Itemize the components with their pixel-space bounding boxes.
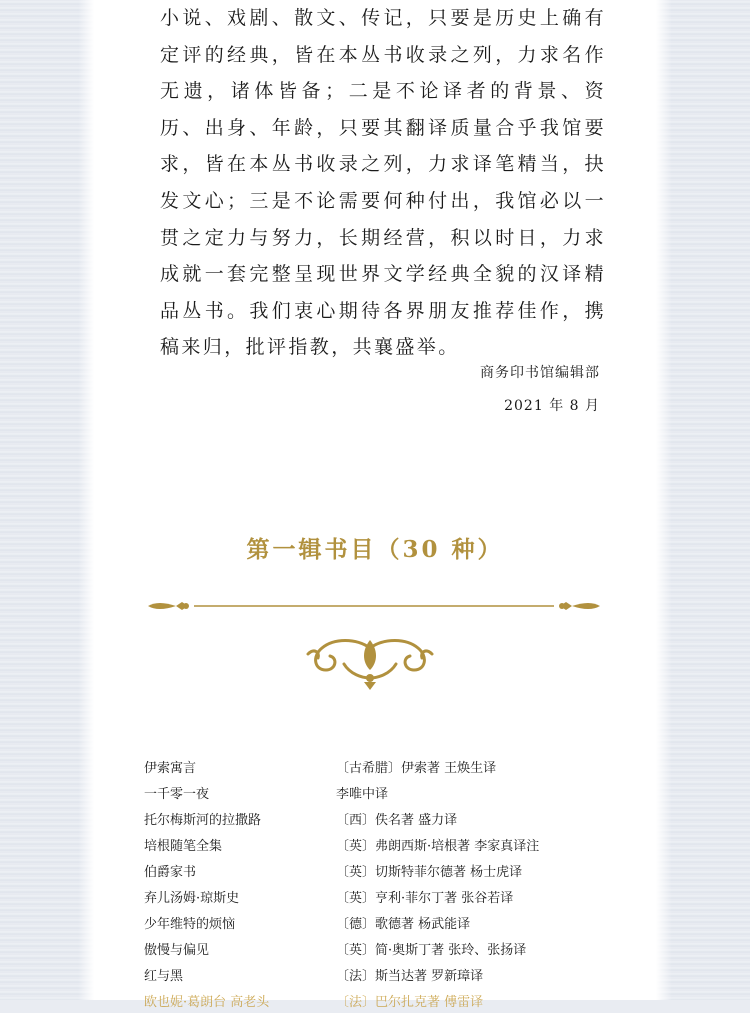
book-list — [144, 753, 614, 1013]
book-author: 〔英〕亨利·菲尔丁著 张谷若译 — [336, 890, 514, 906]
book-row — [144, 779, 614, 805]
book-title: 傲慢与偏见 — [144, 942, 210, 958]
book-row — [144, 909, 614, 935]
book-author: 〔英〕弗朗西斯·培根著 李家真译注 — [336, 838, 540, 854]
book-title: 少年维特的烦恼 — [144, 916, 236, 932]
book-row — [144, 883, 614, 909]
book-title: 伊索寓言 — [144, 760, 197, 776]
book-author: 李唯中译 — [336, 786, 389, 802]
preface-paragraph: 小说、戏剧、散文、传记，只要是历史上确有定评的经典，皆在本丛书收录之列，力求名作无遗，诸体皆备；二是不论译者的背景、资历、出身、年龄，只要其翻译质量合乎我馆要求，皆在本丛书收录之列，力求译笔精当，抉发文心；三是不论需要何种付出，我馆必以一贯之定力与努力，长期经营，积以时日，力求成就一套完整呈现世界文学经典全貌的汉译精品丛书。我们衷心期待各界朋友推荐佳作，携稿来归，批评指教，共襄盛举。 — [160, 7, 606, 359]
catalog-title: 第一辑书目（30 种） — [246, 536, 504, 563]
book-author: 〔法〕斯当达著 罗新璋译 — [336, 968, 484, 984]
book-title: 红与黑 — [144, 968, 184, 984]
date: 2021 年 8 月 — [504, 398, 600, 414]
book-title: 一千零一夜 — [144, 786, 210, 802]
gold-divider-icon — [146, 596, 602, 616]
book-row — [144, 831, 614, 857]
book-row — [144, 805, 614, 831]
book-row — [144, 961, 614, 987]
book-title: 托尔梅斯河的拉撒路 — [144, 812, 262, 828]
book-row — [144, 987, 614, 1013]
signature: 商务印书馆编辑部 — [480, 365, 600, 381]
book-title: 弃儿汤姆·琼斯史 — [144, 890, 240, 906]
book-title: 欧也妮·葛朗台 高老头 — [144, 994, 270, 1010]
book-row — [144, 753, 614, 779]
book-row — [144, 935, 614, 961]
book-title: 伯爵家书 — [144, 864, 197, 880]
book-author: 〔西〕佚名著 盛力译 — [336, 812, 458, 828]
gold-flourish-icon — [304, 634, 436, 690]
book-author: 〔德〕歌德著 杨武能译 — [336, 916, 471, 932]
book-author: 〔法〕巴尔扎克著 傅雷译 — [336, 994, 484, 1010]
book-row — [144, 857, 614, 883]
book-author: 〔英〕切斯特菲尔德著 杨士虎译 — [336, 864, 523, 880]
book-author: 〔古希腊〕伊索著 王焕生译 — [336, 760, 497, 776]
book-author: 〔英〕简·奥斯丁著 张玲、张扬译 — [336, 942, 527, 958]
book-title: 培根随笔全集 — [144, 838, 223, 854]
page — [78, 0, 672, 1010]
